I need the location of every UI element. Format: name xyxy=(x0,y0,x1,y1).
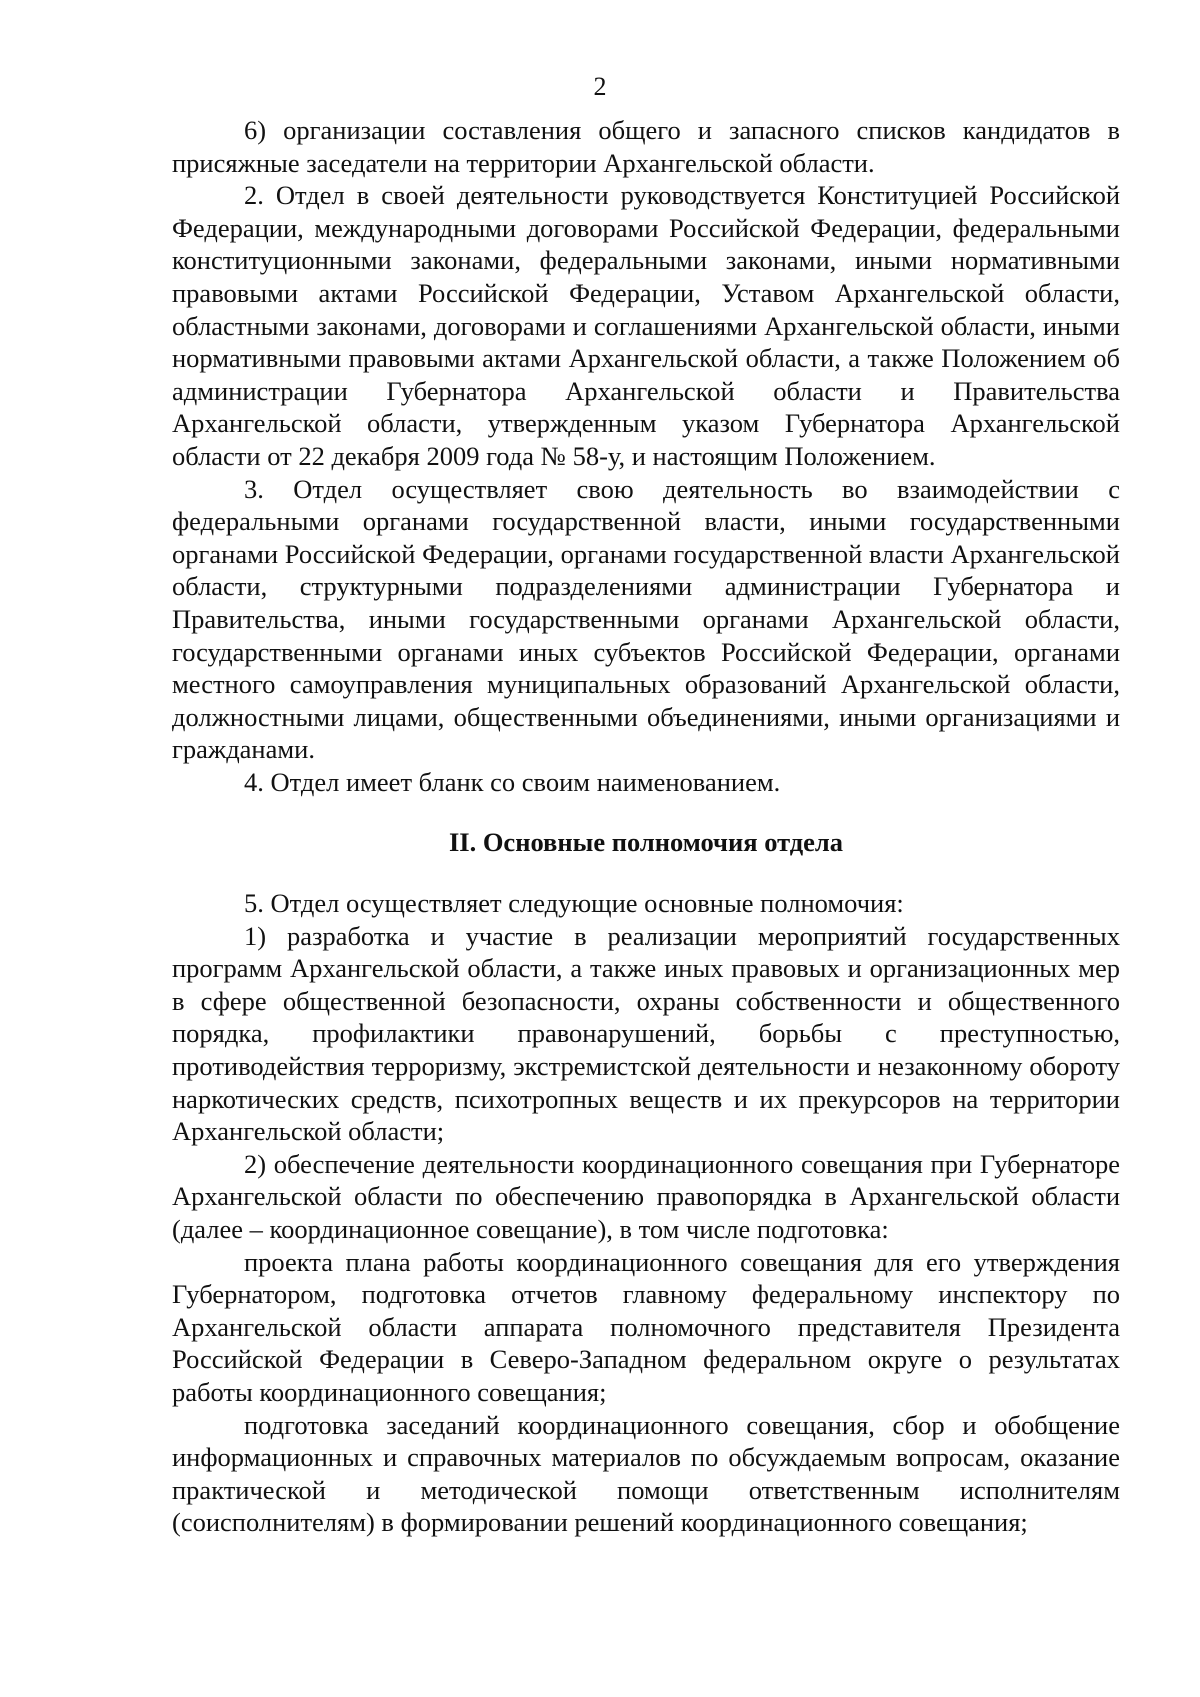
paragraph-subitem-meetings: подготовка заседаний координационного совещания, сбор и обобщение информационных и справочных материалов по обсуждаемым вопросам, оказание практической и методической помощи ответственным исполнителям (соисполнителям) в формировании решений координационного совещания; xyxy=(172,1409,1120,1538)
paragraph-clause-3: 3. Отдел осуществляет свою деятельность во взаимодействии с федеральными органами государственной власти, иными государственными органами Российской Федерации, органами государственной власти Архангельской области, структурными подразделениями администрации Губернатора и Правительства, иными государственными органами Архангельской области, государственными органами иных субъектов Российской Федерации, органами местного самоуправления муниципальных образований Архангельской области, должностными лицами, общественными объединениями, иными организациями и гражданами. xyxy=(172,473,1120,765)
paragraph-item-2: 2) обеспечение деятельности координационного совещания при Губернаторе Архангельской области по обеспечению правопорядка в Архангельской области (далее – координационное совещание), в том числе подготовка: xyxy=(172,1148,1120,1244)
paragraph-clause-2: 2. Отдел в своей деятельности руководствуется Конституцией Российской Федерации, международными договорами Российской Федерации, федеральными конституционными законами, федеральными законами, иными нормативными правовыми актами Российской Федерации, Уставом Архангельской области, областными законами, договорами и соглашениями Архангельской области, иными нормативными правовыми актами Архангельской области, а также Положением об администрации Губернатора Архангельской области и Правительства Архангельской области, утвержденным указом Губернатора Архангельской области от 22 декабря 2009 года № 58-у, и настоящим Положением. xyxy=(172,180,1120,471)
document-body xyxy=(172,114,1120,1539)
paragraph-item-6: 6) организации составления общего и запасного списков кандидатов в присяжные заседатели на территории Архангельской области. xyxy=(172,115,1120,178)
paragraph-subitem-plan: проекта плана работы координационного совещания для его утверждения Губернатором, подготовка отчетов главному федеральному инспектору по Архангельской области аппарата полномочного представителя Президента Российской Федерации в Северо-Западном федеральном округе о результатах работы координационного совещания; xyxy=(172,1246,1120,1407)
paragraph-clause-4: 4. Отдел имеет бланк со своим наименованием. xyxy=(244,766,781,797)
paragraph-item-1: 1) разработка и участие в реализации мероприятий государственных программ Архангельской области, а также иных правовых и организационных мер в сфере общественной безопасности, охраны собственности и общественного порядка, профилактики правонарушений, борьбы с преступностью, противодействия терроризму, экстремистской деятельности и незаконному обороту наркотических средств, психотропных веществ и их прекурсоров на территории Архангельской области; xyxy=(172,920,1120,1147)
page-number: 2 xyxy=(593,72,607,101)
section-heading: II. Основные полномочия отдела xyxy=(448,827,844,858)
paragraph-clause-5: 5. Отдел осуществляет следующие основные полномочия: xyxy=(244,888,904,919)
